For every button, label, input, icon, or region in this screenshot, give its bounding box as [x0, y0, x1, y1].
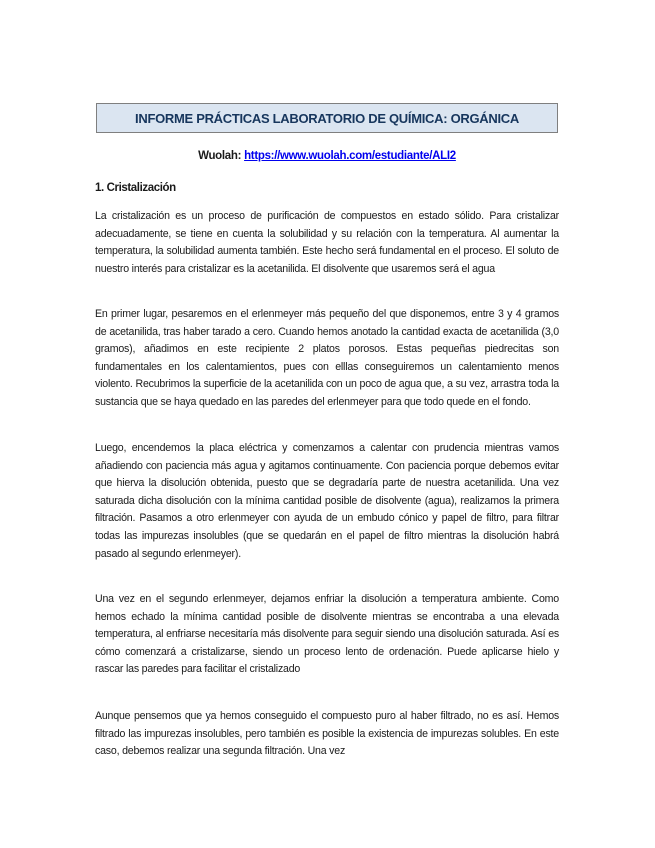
paragraph-5: Aunque pensemos que ya hemos conseguido el compuesto puro al haber filtrado, no es así. Hemos filtrado las impurezas insolubles, pero también es posible la existencia de impurezas solubles. En este caso, debemos realizar una segunda filtración. Una vez: [95, 710, 559, 758]
paragraph-4: Una vez en el segundo erlenmeyer, dejamos enfriar la disolución a temperatura ambiente. Como hemos echado la mínima cantidad posible de disolvente mientras se encontraba a una elevada temperatura, al enfriarse necesitaría más disolvente para seguir siendo una disolución saturada. Así es cómo comenzará a cristalizarse, siendo un proceso lento de ordenación. Puede aplicarse hielo y rascar las paredes para facilitar el cristalizado: [95, 593, 559, 676]
paragraph-1: La cristalización es un proceso de purificación de compuestos en estado sólido. Para cristalizar adecuadamente, se tiene en cuenta la solubilidad y su relación con la temperatura. Al aumentar la temperatura, la solubilidad aumenta también. Este hecho será fundamental en el proceso. El soluto de nuestro interés para cristalizar es la acetanilida. El disolvente que usaremos será el agua: [95, 210, 559, 275]
author-link[interactable]: https://www.wuolah.com/estudiante/ALI2: [244, 150, 456, 162]
paragraph-2: En primer lugar, pesaremos en el erlenmeyer más pequeño del que disponemos, entre 3 y 4 gramos de acetanilida, tras haber tarado a cero. Cuando hemos anotado la cantidad exacta de acetanilida (3,0 gramos), añadimos en este recipiente 2 platos porosos. Estas pequeñas piedrecitas son fundamentales en los calentamientos, pues con elllas conseguiremos un calentamiento menos violento. Recubrimos la superficie de la acetanilida con un poco de agua que, a su vez, arrastra toda la sustancia que se haya quedado en las paredes del erlenmeyer para que todo quede en el fondo.: [95, 308, 559, 408]
author-label: Wuolah:: [198, 150, 242, 162]
title-box: [96, 103, 558, 133]
paragraph-3: Luego, encendemos la placa eléctrica y comenzamos a calentar con prudencia mientras vamos añadiendo con paciencia más agua y agitamos continuamente. Con paciencia porque debemos evitar que hierva la disolución obtenida, puesto que se degradaría parte de nuestra acetanilida. Una vez saturada dicha disolución con la mínima cantidad posible de disolvente (agua), realizamos la primera filtración. Pasamos a otro erlenmeyer con ayuda de un embudo cónico y papel de filtro, para filtrar todas las impurezas insolubles (que se quedarán en el papel de filtro mientras la disolución habrá pasado al segundo erlenmeyer).: [95, 442, 559, 560]
document-title: INFORME PRÁCTICAS LABORATORIO DE QUÍMICA: ORGÁNICA: [135, 110, 519, 126]
section-heading: 1. Cristalización: [95, 182, 176, 194]
author-line: [96, 150, 558, 162]
